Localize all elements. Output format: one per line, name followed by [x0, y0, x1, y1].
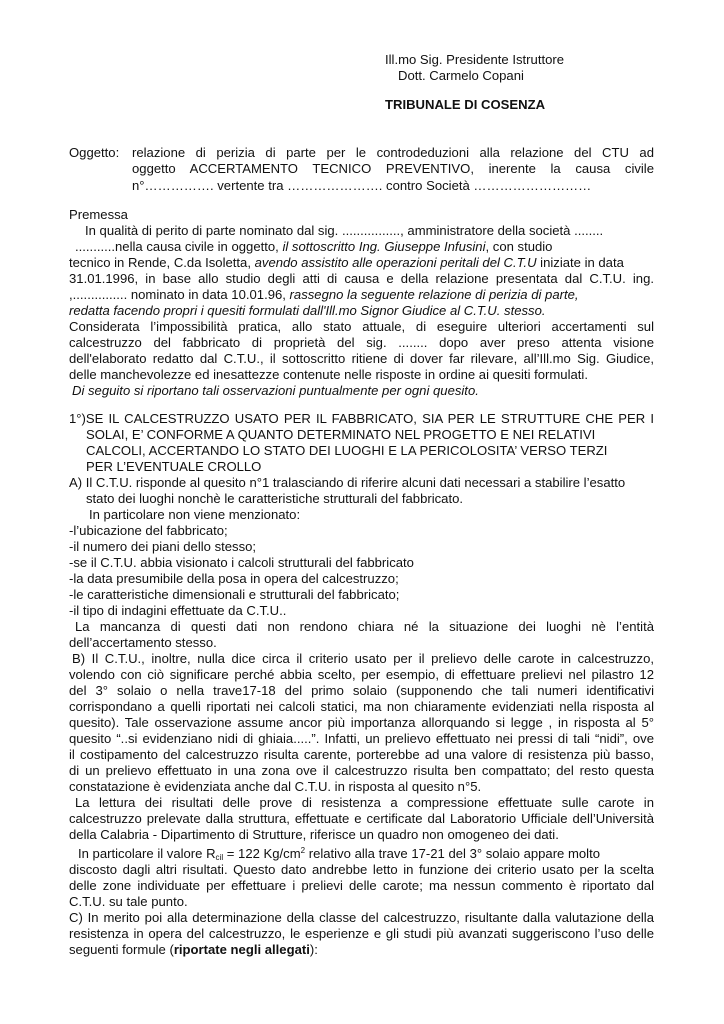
- answer-b-line-2: volendo con ciò significare perché abbia scelto, per esempio, di effettuare prelievi nel pilastro 12: [69, 667, 654, 682]
- rcil-line-1: In particolare il valore $R_{cil} = 122$ $Kg/cm^2$ relativo alla trave 17-21 del 3° solaio appare molto: [78, 846, 601, 862]
- premessa-line-9: dell'elaborato redatto dal C.T.U., il sottoscritto ritiene di dover far rilevare, all’Ill.mo Sig. Giudice,: [69, 351, 654, 366]
- premessa-line-7: Considerata l’impossibilità pratica, allo stato attuale, di eseguire ulteriori accertamenti sul: [69, 319, 654, 334]
- answer-a-line-2: stato dei luoghi nonchè le caratteristiche strutturali del fabbricato.: [86, 491, 464, 506]
- answer-b-line-3: del 3° solaio o nella trave17-18 del primo solaio (supponendo che tali numeri identificativi: [69, 683, 654, 698]
- oggetto-line-2: oggetto ACCERTAMENTO TECNICO PREVENTIVO, inerente la causa civile: [132, 161, 654, 176]
- list-item: -il numero dei piani dello stesso;: [69, 539, 257, 554]
- premessa-line-3: tecnico in Rende, C.da Isoletta, avendo assistito alle operazioni peritali del C.T.U iniziate in data: [69, 255, 624, 270]
- quesito-line-3: CALCOLI, ACCERTANDO LO STATO DEI LUOGHI E LA PERICOLOSITA’ VERSO TERZI: [86, 443, 608, 458]
- answer-a-line-3: In particolare non viene menzionato:: [89, 507, 301, 522]
- answer-b-line-7: il costipamento del calcestruzzo risulta carente, porterebbe ad una valore di resistenza più basso,: [69, 747, 654, 762]
- answer-b-line-5: quesito). Tale osservazione assume ancor più importanza allorquando si legge , in risposta al 5°: [69, 715, 654, 730]
- results-line-2: calcestruzzo prelevate dalla struttura, effettuate e certificate dal Laboratorio Ufficiale dell’Università: [69, 811, 654, 826]
- premessa-line-2: ...........nella causa civile in oggetto, il sottoscritto Ing. Giuseppe Infusini, con studio: [75, 239, 553, 254]
- answer-b-line-9: constatazione è evidenziata anche dal C.T.U. in risposta al quesito n°5.: [69, 779, 482, 794]
- list-item: -se il C.T.U. abbia visionato i calcoli strutturali del fabbricato: [69, 555, 414, 570]
- answer-b-line-8: di un prelievo effettuato in una zona ove il calcestruzzo risulta ben compattato; del resto questa: [69, 763, 654, 778]
- premessa-title: Premessa: [69, 207, 128, 222]
- mancanza-line-2: dell’accertamento stesso.: [69, 635, 217, 650]
- rcil-line-3: delle zone individuate per effettuare i prelievi delle carote; ma nessun commento è riportato dal: [69, 878, 654, 893]
- premessa-line-10: delle manchevolezze ed inesattezze contenute nelle risposte in ordine ai quesiti formulati.: [69, 367, 588, 382]
- premessa-line-6: redatta facendo propri i quesiti formulati dall'Ill.mo Signor Giudice al C.T.U. stesso.: [69, 303, 546, 318]
- premessa-line-1: In qualità di perito di parte nominato dal sig. ................, amministratore della società ........: [85, 223, 604, 238]
- premessa-line-4: 31.01.1996, in base allo studio degli atti di causa e della relazione presentata dal C.T.U. ing.: [69, 271, 654, 286]
- results-line-3: della Calabria - Dipartimento di Strutture, riferisce un quadro non omogeneo dei dati.: [69, 827, 559, 842]
- oggetto-line-3: n°……………. vertente tra …………………. contro Società ………………………: [132, 178, 592, 193]
- premessa-line-11: Di seguito si riportano tali osservazioni puntualmente per ogni quesito.: [72, 383, 479, 398]
- answer-c-line-1: C) In merito poi alla determinazione della classe del calcestruzzo, risultante dalla valutazione della: [69, 910, 654, 925]
- answer-b-line-1: B) Il C.T.U., inoltre, nulla dice circa il criterio usato per il prelievo delle carote in calcestruzzo,: [72, 651, 654, 666]
- list-item: -il tipo di indagini effettuate da C.T.U..: [69, 603, 287, 618]
- quesito-line-1: 1°)SE IL CALCESTRUZZO USATO PER IL FABBRICATO, SIA PER LE STRUTTURE CHE PER I: [69, 411, 654, 426]
- oggetto-label: Oggetto:: [69, 145, 120, 160]
- list-item: -le caratteristiche dimensionali e strutturali del fabbricato;: [69, 587, 400, 602]
- mancanza-line-1: La mancanza di questi dati non rendono chiara né la situazione dei luoghi nè l’entità: [75, 619, 654, 634]
- premessa-line-8: calcestruzzo del fabbricato di proprietà del sig. ........ dopo aver preso attenta visione: [69, 335, 654, 350]
- answer-c-line-2: resistenza in opera del calcestruzzo, le esperienze e gli studi più avanzati suggeriscono l’uso delle: [69, 926, 654, 941]
- answer-b-line-6: quesito “..si evidenziano nidi di ghiaia.....”. Infatti, un prelievo effettuato nei pressi di tali “nidi”, ove: [69, 731, 654, 746]
- list-item: -l’ubicazione del fabbricato;: [69, 523, 228, 538]
- recipient-line-1: Ill.mo Sig. Presidente Istruttore: [385, 52, 565, 67]
- oggetto-line-1: relazione di perizia di parte per le controdeduzioni alla relazione del CTU ad: [132, 145, 654, 160]
- quesito-line-4: PER L’EVENTUALE CROLLO: [86, 459, 262, 474]
- results-line-1: La lettura dei risultati delle prove di resistenza a compressione effettuate sulle carote in: [75, 795, 654, 810]
- rcil-line-2: discosto dagli altri risultati. Questo dato andrebbe letto in funzione dei criterio usato per la scelta: [69, 862, 654, 877]
- rcil-line-4: C.T.U. su tale punto.: [69, 894, 188, 909]
- answer-c-line-3: seguenti formule (riportate negli allegati):: [69, 942, 318, 957]
- court-name: TRIBUNALE DI COSENZA: [385, 97, 546, 112]
- answer-b-line-4: corrispondano a quelli riportati nei calcoli statici, ma non chiaramente evidenziati nella risposta al: [69, 699, 654, 714]
- answer-a-line-1: A) Il C.T.U. risponde al quesito n°1 tralasciando di riferire alcuni dati necessari a stabilire l’esatto: [69, 475, 626, 490]
- recipient-line-2: Dott. Carmelo Copani: [398, 68, 524, 83]
- quesito-line-2: SOLAI, E’ CONFORME A QUANTO DETERMINATO NEL PROGETTO E NEI RELATIVI: [86, 427, 596, 442]
- list-item: -la data presumibile della posa in opera del calcestruzzo;: [69, 571, 399, 586]
- premessa-line-5: ,............... nominato in data 10.01.96, rassegno la seguente relazione di perizia di parte,: [69, 287, 579, 302]
